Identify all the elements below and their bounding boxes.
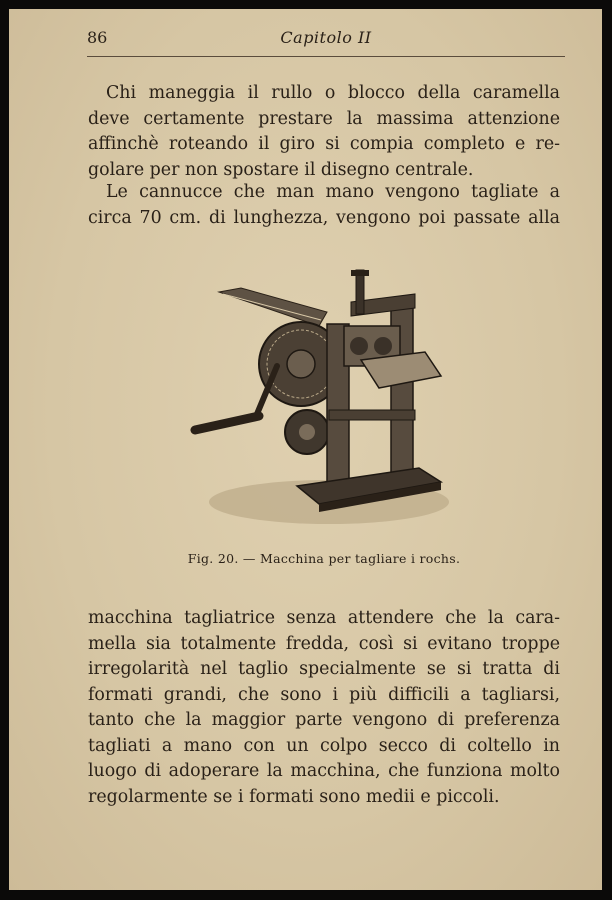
book-page <box>9 9 602 890</box>
page-header <box>87 26 565 56</box>
text-line: irregolarità nel taglio specialmente se si tratta di <box>88 659 560 679</box>
top-screw <box>356 270 364 314</box>
text-line: regolarmente se i formati sono medii e piccoli. <box>88 786 500 807</box>
text-line: Chi maneggia il rullo o blocco della caramella <box>106 83 560 103</box>
text-line: luogo di adoperare la macchina, che funziona molto <box>88 761 560 781</box>
text-line: mella sia totalmente fredda, così si evitano troppe <box>88 633 560 654</box>
text-line: formati grandi, che sono i più difficili a tagliarsi, <box>88 684 560 705</box>
crank-handle <box>195 416 259 430</box>
running-head: Capitolo II <box>280 28 372 47</box>
header-rule <box>87 56 565 57</box>
text-line: tanto che la maggior parte vengono di preferenza <box>88 710 560 730</box>
text-line: golare per non spostare il disegno centrale. <box>88 159 474 180</box>
paragraph-2 <box>88 180 560 231</box>
machine-illustration <box>179 264 469 534</box>
lower-crossbar <box>329 410 415 420</box>
paragraph-3 <box>88 606 560 810</box>
text-line: affinchè roteando il giro si compia completo e re- <box>88 134 560 154</box>
paragraph-1 <box>88 81 560 183</box>
text-line: deve certamente prestare la massima attenzione <box>88 108 560 129</box>
text-line: tagliati a mano con un colpo secco di coltello in <box>88 735 560 756</box>
text-line: circa 70 cm. di lunghezza, vengono poi passate alla <box>88 207 560 228</box>
text-line: macchina tagliatrice senza attendere che la cara- <box>88 608 560 628</box>
figure-caption: Fig. 20. — Macchina per tagliare i rochs. <box>187 551 461 566</box>
page-number: 86 <box>87 28 108 47</box>
text-line: Le cannucce che man mano vengono tagliate a <box>106 182 560 202</box>
